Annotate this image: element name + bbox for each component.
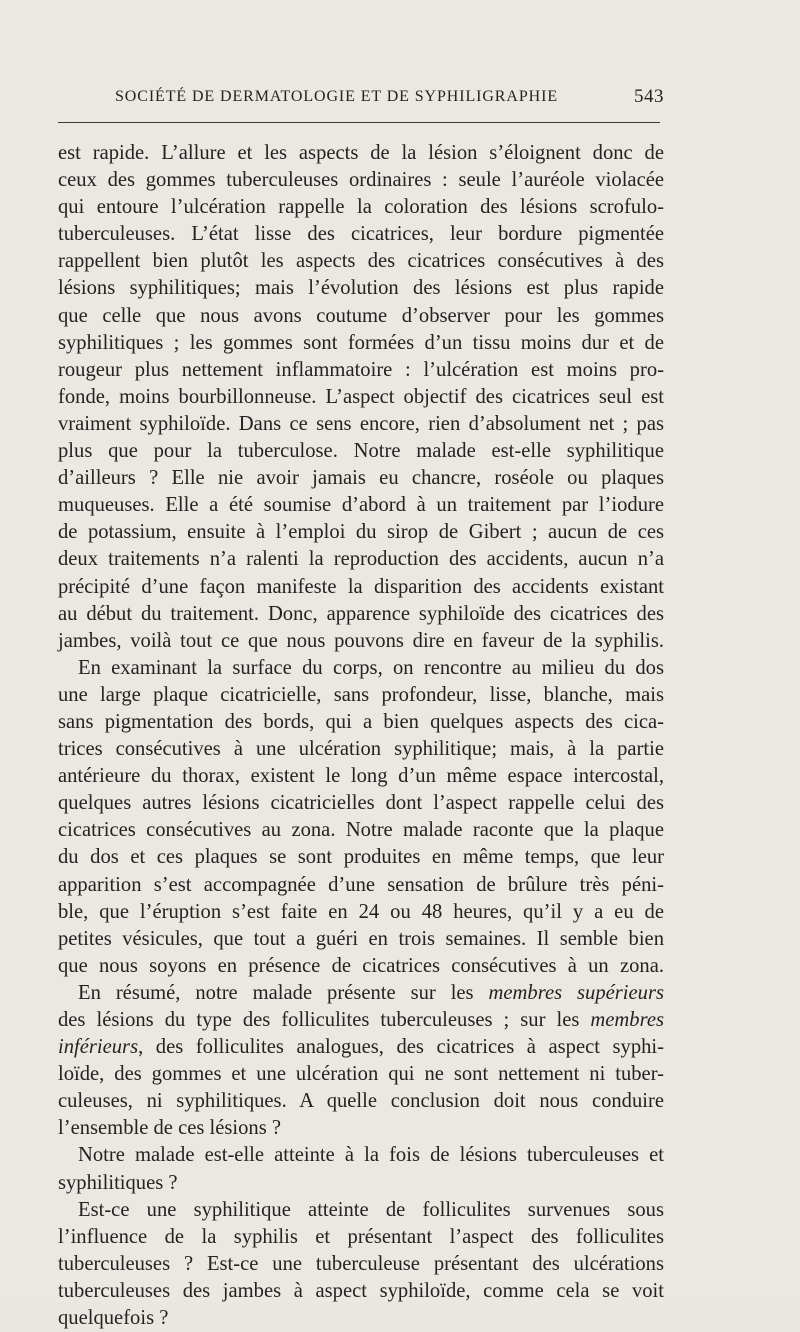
text-line: de potassium, ensuite à l’emploi du sirop de Gibert ; aucun de ces xyxy=(58,521,664,544)
text-line: rappellent bien plutôt les aspects des cicatrices consécutives à des xyxy=(58,250,664,273)
text-line: est rapide. L’allure et les aspects de la lésion s’éloignent donc de xyxy=(58,142,664,164)
text-line: vraiment syphiloïde. Dans ce sens encore, rien d’absolument net ; pas xyxy=(58,412,664,435)
text-line: une large plaque cicatricielle, sans profondeur, lisse, blanche, mais xyxy=(58,683,664,706)
text-line: syphilitiques ; les gommes sont formées d’un tissu moins dur et de xyxy=(58,331,664,354)
text-line: antérieure du thorax, existent le long d’un même espace intercostal, xyxy=(58,765,664,788)
text-line: au début du traitement. Donc, apparence syphiloïde des cicatrices des xyxy=(58,602,664,625)
text-line: rougeur plus nettement inflammatoire : l’ulcération est moins pro- xyxy=(58,358,664,381)
text-line: cicatrices consécutives au zona. Notre malade raconte que la plaque xyxy=(58,819,664,842)
text-run: En résumé, notre malade présente sur les xyxy=(78,981,489,1004)
text-line: ceux des gommes tuberculeuses ordinaires : seule l’auréole violacée xyxy=(58,169,664,192)
text-line: plus que pour la tuberculose. Notre malade est-elle syphilitique xyxy=(58,440,664,463)
text-line: lésions syphilitiques; mais l’évolution des lésions est plus rapide xyxy=(58,277,664,300)
text-line: Est-ce une syphilitique atteinte de folliculites survenues sous xyxy=(78,1198,664,1221)
text-line: qui entoure l’ulcération rappelle la coloration des lésions scrofulo- xyxy=(58,196,664,219)
text-line: d’ailleurs ? Elle nie avoir jamais eu chancre, roséole ou plaques xyxy=(58,467,664,490)
italic-run: membres supérieurs xyxy=(488,981,664,1004)
text-line: culeuses, ni syphilitiques. A quelle conclusion doit nous conduire xyxy=(58,1090,664,1113)
text-line: deux traitements n’a ralenti la reproduction des accidents, aucun n’a xyxy=(58,548,664,571)
text-line: muqueuses. Elle a été soumise d’abord à un traitement par l’iodure xyxy=(58,494,664,517)
text-line: précipité d’une façon manifeste la disparition des accidents existant xyxy=(58,575,664,598)
text-line: En examinant la surface du corps, on rencontre au milieu du dos xyxy=(78,656,664,679)
text-line: petites vésicules, que tout a guéri en trois semaines. Il semble bien xyxy=(58,927,664,950)
text-line: loïde, des gommes et une ulcération qui ne sont nettement ni tuber- xyxy=(58,1063,664,1086)
text-run: , des folliculites analogues, des cicatrices à aspect syphi- xyxy=(138,1036,664,1059)
text-line: du dos et ces plaques se sont produites en même temps, que leur xyxy=(58,846,664,869)
text-line xyxy=(58,980,664,1007)
text-line xyxy=(58,1034,664,1061)
italic-run: membres xyxy=(590,1009,664,1031)
text-run: des lésions du type des folliculites tuberculeuses ; sur les xyxy=(58,1009,591,1031)
text-line: quelques autres lésions cicatricielles dont l’aspect rappelle celui des xyxy=(58,792,664,815)
text-line: tuberculeuses. L’état lisse des cicatrices, leur bordure pigmentée xyxy=(58,223,664,246)
header-rule xyxy=(58,122,660,123)
running-title: SOCIÉTÉ DE DERMATOLOGIE ET DE SYPHILIGRAPHIE xyxy=(115,88,558,105)
body-text xyxy=(58,140,664,1332)
text-line: ble, que l’éruption s’est faite en 24 ou 48 heures, qu’il y a eu de xyxy=(58,900,664,923)
text-line: apparition s’est accompagnée d’une sensation de brûlure très péni- xyxy=(58,873,664,896)
text-line: l’ensemble de ces lésions ? xyxy=(58,1117,282,1140)
text-line: tuberculeuses des jambes à aspect syphiloïde, comme cela se voit xyxy=(58,1279,664,1302)
italic-run: inférieurs xyxy=(58,1036,139,1059)
text-line: sans pigmentation des bords, qui a bien quelques aspects des cica- xyxy=(58,710,664,733)
text-line xyxy=(58,1007,664,1034)
page-number: 543 xyxy=(634,86,664,107)
text-line: l’influence de la syphilis et présentant l’aspect des folliculites xyxy=(58,1225,664,1248)
text-line: Notre malade est-elle atteinte à la fois de lésions tuberculeuses et xyxy=(78,1144,664,1167)
page-header xyxy=(58,86,664,114)
text-line: que celle que nous avons coutume d’observer pour les gommes xyxy=(58,304,664,327)
text-line: que nous soyons en présence de cicatrices consécutives à un zona. xyxy=(58,954,664,977)
text-line: trices consécutives à une ulcération syphilitique; mais, à la partie xyxy=(58,738,664,761)
text-line: jambes, voilà tout ce que nous pouvons dire en faveur de la syphilis. xyxy=(58,629,664,652)
text-line: tuberculeuses ? Est-ce une tuberculeuse présentant des ulcérations xyxy=(58,1252,664,1275)
text-line: fonde, moins bourbillonneuse. L’aspect objectif des cicatrices seul est xyxy=(58,385,664,408)
text-line: quelquefois ? xyxy=(58,1307,169,1330)
text-line: syphilitiques ? xyxy=(58,1171,178,1194)
